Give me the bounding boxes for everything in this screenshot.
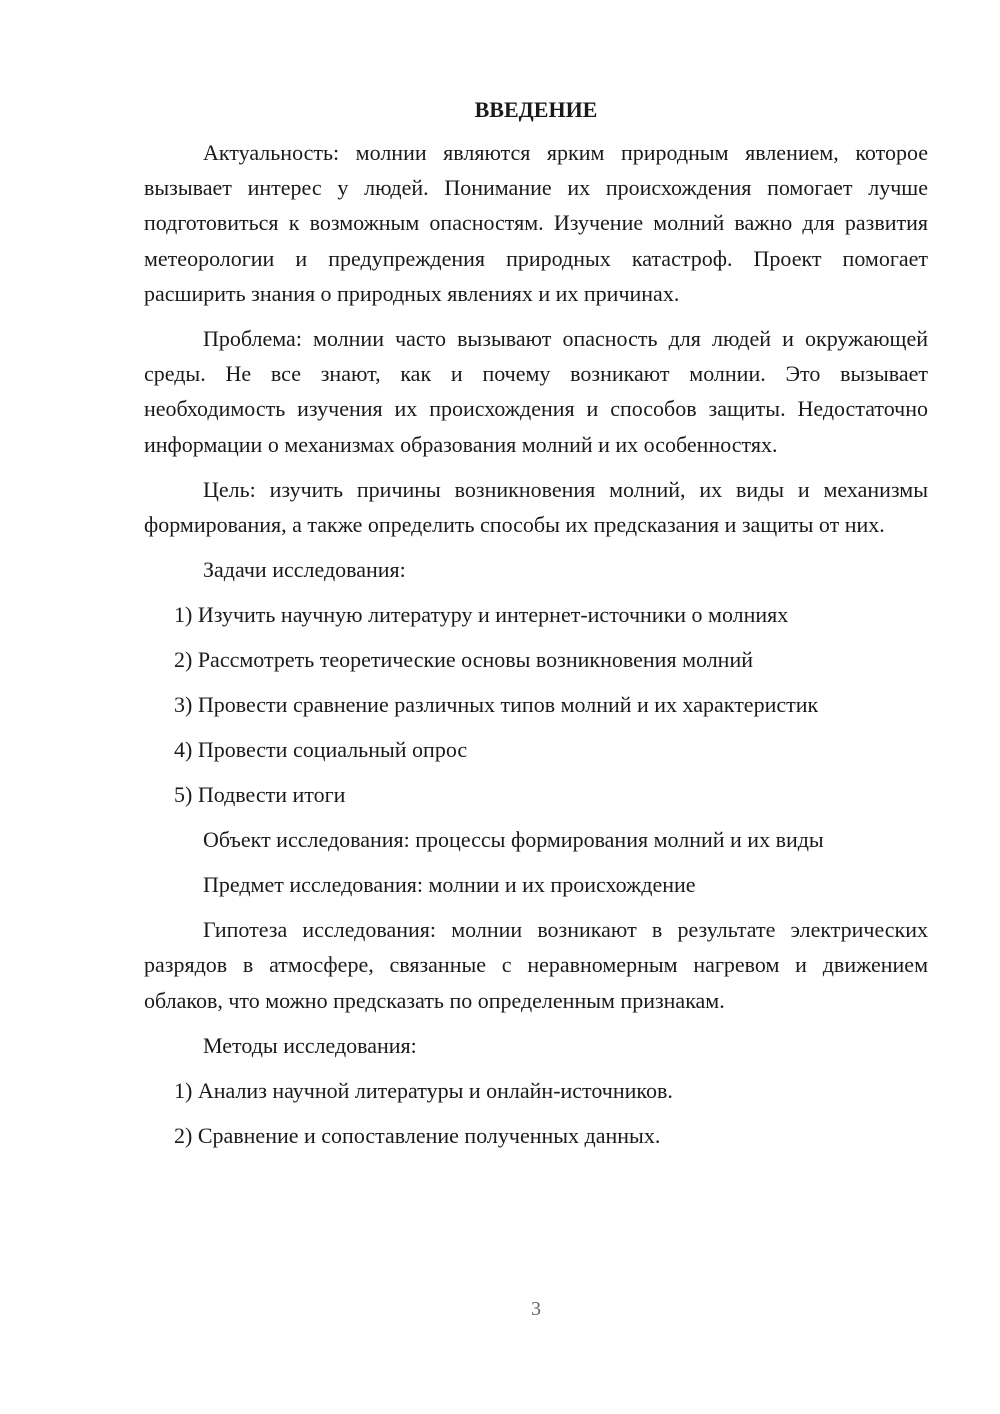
task-item: 1) Изучить научную литературу и интернет-источники о молниях <box>174 602 789 628</box>
page-number: 3 <box>531 1298 541 1320</box>
hypothesis-paragraph: Гипотеза исследования: молнии возникают в результате электрических разрядов в атмосфере, связанные с неравномерным нагревом и движением облаков, что можно предсказать по определенным признакам. <box>144 917 928 1013</box>
problem-paragraph: Проблема: молнии часто вызывают опасность для людей и окружающей среды. Не все знают, как и почему возникают молнии. Это вызывает необходимость изучения их происхождения и способов защиты. Недостаточно информации о механизмах образования молний и их особенностях. <box>144 326 928 457</box>
task-item: 2) Рассмотреть теоретические основы возникновения молний <box>174 647 753 673</box>
methods-heading: Методы исследования: <box>203 1032 417 1058</box>
document-page <box>144 95 928 1163</box>
task-item: 4) Провести социальный опрос <box>174 737 468 763</box>
research-subject: Предмет исследования: молнии и их происхождение <box>203 872 696 898</box>
relevance-paragraph: Актуальность: молнии являются ярким природным явлением, которое вызывает интерес у людей. Понимание их происхождения помогает лучше подготовиться к возможным опасностям. Изучение молний важно для развития метеорологии и предупреждения природных катастроф. Проект помогает расширить знания о природных явлениях и их причинах. <box>144 140 928 306</box>
task-item: 3) Провести сравнение различных типов молний и их характеристик <box>174 692 819 718</box>
task-item: 5) Подвести итоги <box>174 782 346 808</box>
method-item: 1) Анализ научной литературы и онлайн-источников. <box>174 1077 673 1103</box>
page-title: ВВЕДЕНИЕ <box>474 97 598 122</box>
goal-paragraph: Цель: изучить причины возникновения молний, их виды и механизмы формирования, а также определить способы их предсказания и защиты от них. <box>144 476 928 538</box>
research-object: Объект исследования: процессы формирования молний и их виды <box>203 827 824 853</box>
tasks-heading: Задачи исследования: <box>203 557 406 583</box>
method-item: 2) Сравнение и сопоставление полученных данных. <box>174 1122 661 1148</box>
